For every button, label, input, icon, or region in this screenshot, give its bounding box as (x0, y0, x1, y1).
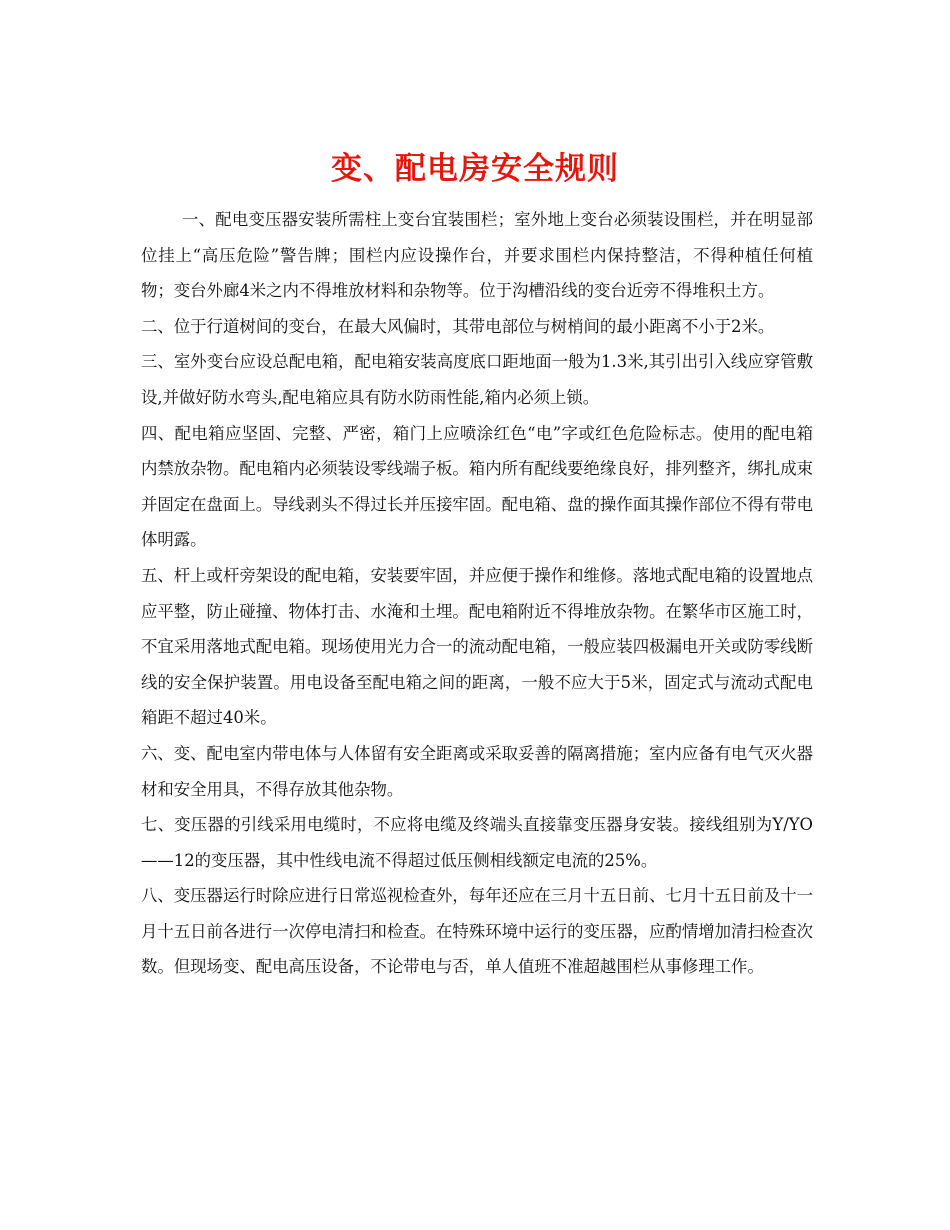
rule-paragraph-6: 六、变、配电室内带电体与人体留有安全距离或采取妥善的隔离措施；室内应备有电气灭火器材和安全用具，不得存放其他杂物。 (141, 743, 814, 799)
rule-paragraph-1: 一、配电变压器安装所需柱上变台宜装围栏；室外地上变台必须装设围栏，并在明显部位挂上“高压危险”警告牌；围栏内应设操作台，并要求围栏内保持整洁，不得种植任何植物；变台外廊4米之内不得堆放材料和杂物等。位于沟槽沿线的变台近旁不得堆积土方。 (141, 210, 813, 301)
document-title: 变、配电房安全规则 (331, 150, 619, 187)
rule-paragraph-4: 四、配电箱应坚固、完整、严密，箱门上应喷涂红色“电”字或红色危险标志。使用的配电箱内禁放杂物。配电箱内必须装设零线端子板。箱内所有配线要绝缘良好，排列整齐，绑扎成束并固定在盘面上。导线剥头不得过长并压接牢固。配电箱、盘的操作面其操作部位不得有带电体明露。 (141, 423, 814, 550)
rule-paragraph-5: 五、杆上或杆旁架设的配电箱，安装要牢固，并应便于操作和维修。落地式配电箱的设置地点应平整，防止碰撞、物体打击、水淹和土埋。配电箱附近不得堆放杂物。在繁华市区施工时，不宜采用落地式配电箱。现场使用光力合一的流动配电箱，一般应装四极漏电开关或防零线断线的安全保护装置。用电设备至配电箱之间的距离，一般不应大于5米，固定式与流动式配电箱距不超过40米。 (141, 565, 814, 728)
rule-paragraph-7: 七、变压器的引线采用电缆时，不应将电缆及终端头直接靠变压器身安装。接线组别为Y/YO——12的变压器，其中性线电流不得超过低压侧相线额定电流的25%。 (141, 815, 813, 870)
rule-paragraph-8: 八、变压器运行时除应进行日常巡视检查外，每年还应在三月十五日前、七月十五日前及十一月十五日前各进行一次停电清扫和检查。在特殊环境中运行的变压器，应酌情增加清扫检查次数。但现场变、配电高压设备，不论带电与否，单人值班不准超越围栏从事修理工作。 (141, 886, 814, 977)
rule-paragraph-3: 三、室外变台应设总配电箱，配电箱安装高度底口距地面一般为1.3米,其引出引入线应穿管敷设,并做好防水弯头,配电箱应具有防水防雨性能,箱内必须上锁。 (141, 352, 813, 407)
rule-paragraph-2: 二、位于行道树间的变台，在最大风偏时，其带电部位与树梢间的最小距离不小于2米。 (141, 316, 775, 336)
document-body (141, 202, 813, 985)
